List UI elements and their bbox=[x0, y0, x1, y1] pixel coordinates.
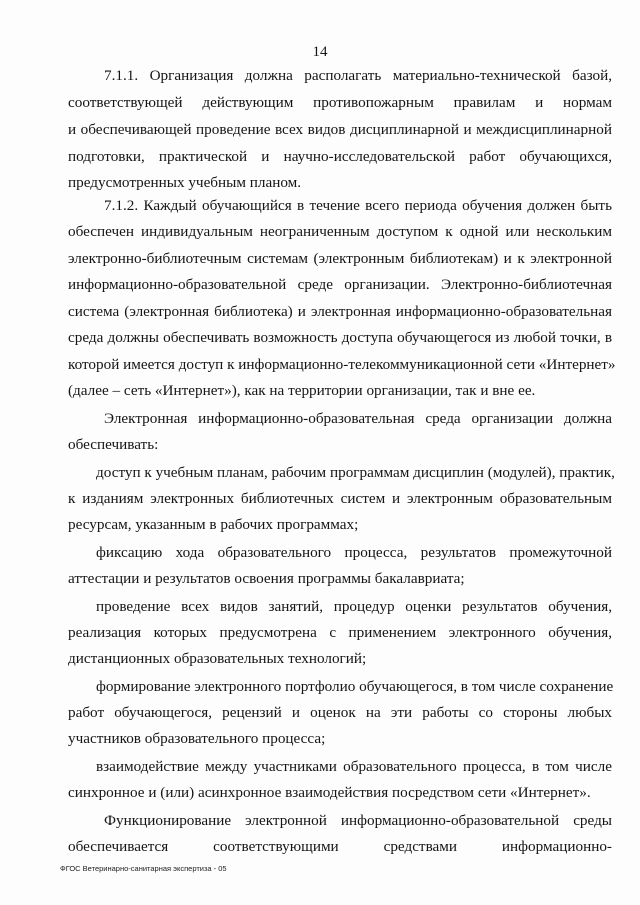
text-line: формирование электронного портфолио обучающегося, в том числе сохранение bbox=[96, 678, 614, 695]
text-line: среда должны обеспечивать возможность доступа обучающегося из любой точки, в bbox=[68, 329, 612, 346]
text-line: синхронное и (или) асинхронное взаимодействия посредством сети «Интернет». bbox=[68, 784, 591, 801]
text-line: обеспечен индивидуальным неограниченным доступом к одной или нескольким bbox=[68, 223, 612, 240]
text-line: информационно-образовательной среде организации. Электронно-библиотечная bbox=[68, 276, 612, 293]
text-line: электронно-библиотечным системам (электронным библиотекам) и к электронной bbox=[68, 250, 612, 267]
text-line: аттестации и результатов освоения программы бакалавриата; bbox=[68, 570, 465, 587]
text-line: ресурсам, указанным в рабочих программах; bbox=[68, 516, 359, 533]
text-line: 7.1.1. Организация должна располагать материально-технической базой, bbox=[104, 67, 612, 84]
text-line: обеспечивается соответствующими средствами информационно- bbox=[68, 838, 612, 855]
text-line: 7.1.2. Каждый обучающийся в течение всего периода обучения должен быть bbox=[104, 197, 612, 214]
text-line: работ обучающегося, рецензий и оценок на эти работы со стороны любых bbox=[68, 704, 612, 721]
text-line: (далее – сеть «Интернет»), как на территории организации, так и вне ее. bbox=[68, 382, 536, 399]
text-line: доступ к учебным планам, рабочим программам дисциплин (модулей), практик, bbox=[96, 464, 615, 481]
text-line: проведение всех видов занятий, процедур оценки результатов обучения, bbox=[96, 598, 612, 615]
text-line: система (электронная библиотека) и электронная информационно-образовательная bbox=[68, 303, 612, 320]
text-line: Функционирование электронной информационно-образовательной среды bbox=[104, 812, 612, 829]
text-line: фиксацию хода образовательного процесса, результатов промежуточной bbox=[96, 544, 612, 561]
text-line: подготовки, практической и научно-исследовательской работ обучающихся, bbox=[68, 148, 612, 165]
text-line: предусмотренных учебным планом. bbox=[68, 174, 302, 191]
page-footer: ФГОС Ветеринарно-санитарная экспертиза - 05 bbox=[60, 864, 227, 873]
text-line: обеспечивать: bbox=[68, 436, 159, 453]
page-number: 14 bbox=[312, 44, 328, 60]
text-line: которой имеется доступ к информационно-телекоммуникационной сети «Интернет» bbox=[68, 356, 616, 373]
text-line: Электронная информационно-образовательная среда организации должна bbox=[104, 410, 612, 427]
text-line: дистанционных образовательных технологий; bbox=[68, 650, 367, 667]
text-line: и обеспечивающей проведение всех видов дисциплинарной и междисциплинарной bbox=[68, 121, 612, 138]
text-line: к изданиям электронных библиотечных систем и электронным образовательным bbox=[68, 490, 612, 507]
text-line: соответствующей действующим противопожарным правилам и нормам bbox=[68, 94, 612, 111]
text-line: реализация которых предусмотрена с применением электронного обучения, bbox=[68, 624, 612, 641]
text-line: участников образовательного процесса; bbox=[68, 730, 326, 747]
text-line: взаимодействие между участниками образовательного процесса, в том числе bbox=[96, 758, 612, 775]
